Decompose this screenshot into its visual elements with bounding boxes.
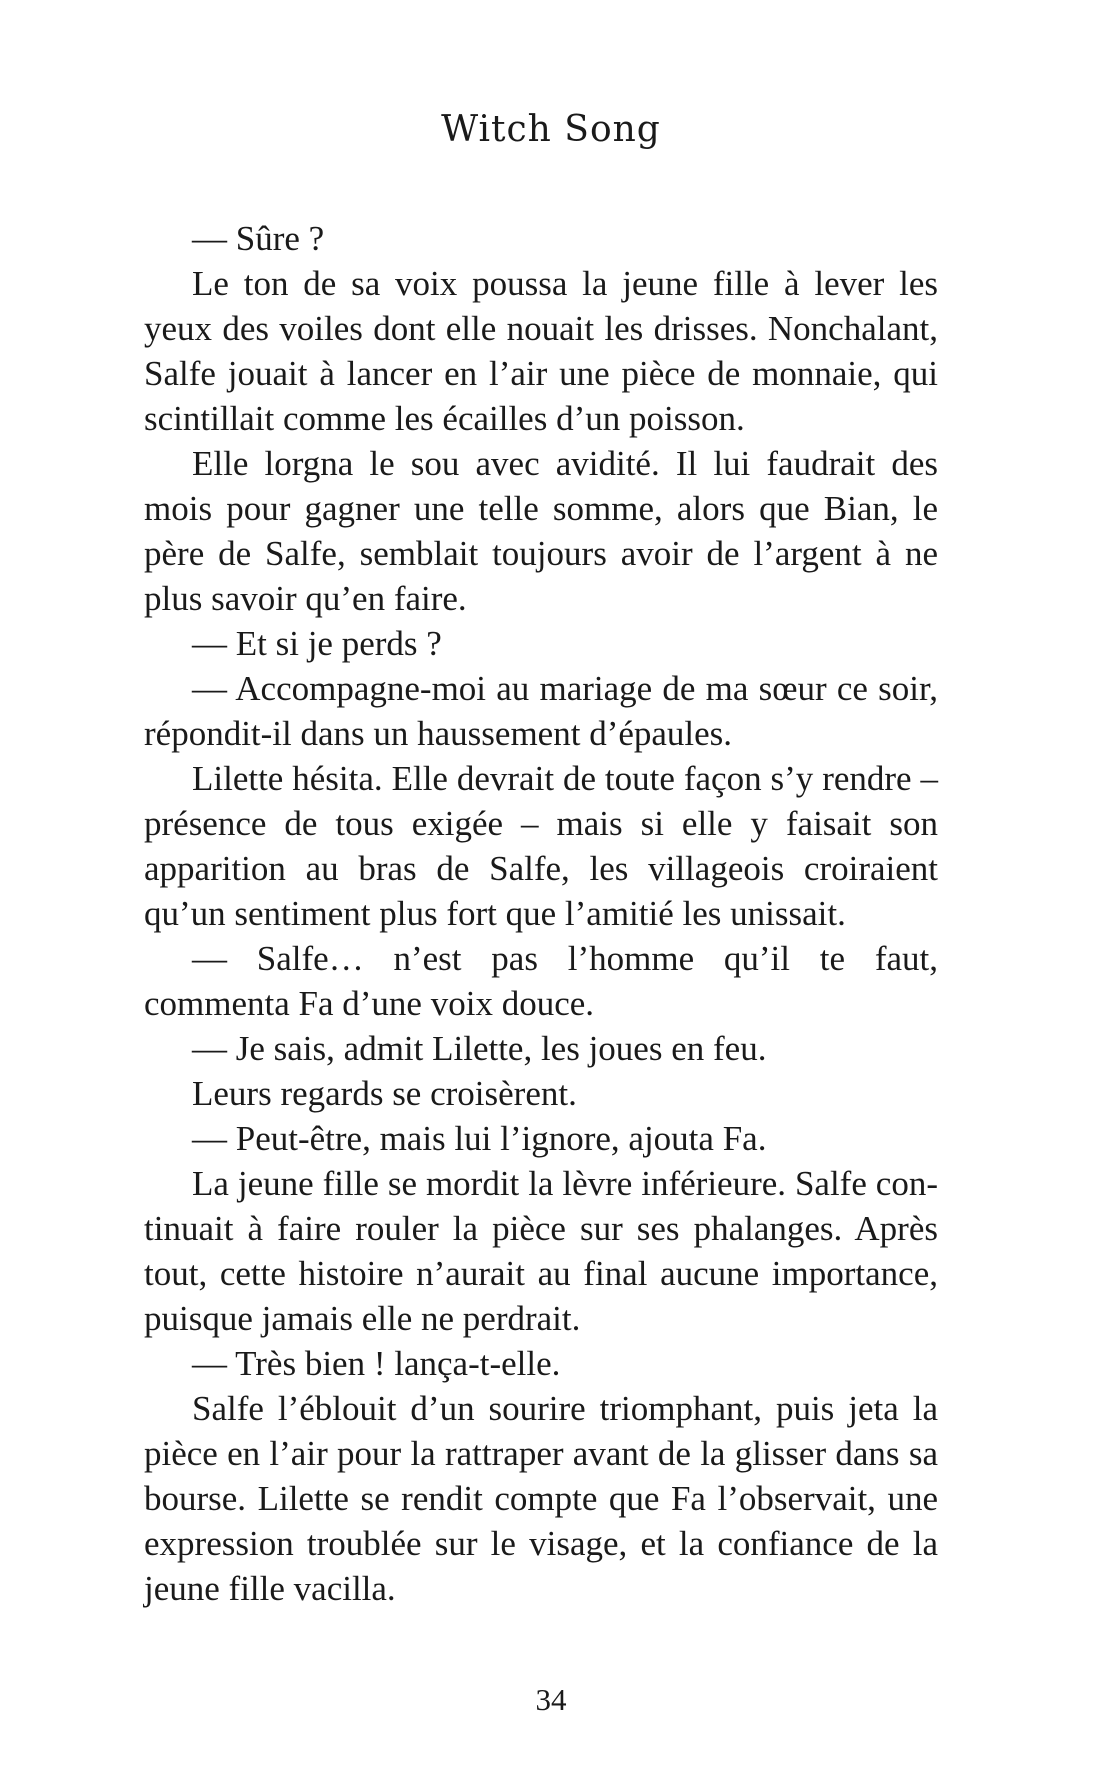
running-title: Witch Song (441, 109, 661, 150)
paragraph: Salfe l’éblouit d’un sourire triomphant, puis jeta la pièce en l’air pour la rattraper avant de la glisser dans sa bourse. Lilette se rendit compte que Fa l’observait, une expression troublée sur le visage, et la confiance de la jeune fille vacilla. (144, 1389, 938, 1608)
paragraph: — Je sais, admit Lilette, les joues en feu. (192, 1029, 767, 1068)
paragraph: — Et si je perds ? (192, 624, 442, 663)
paragraph: — Salfe… n’est pas l’homme qu’il te faut, commenta Fa d’une voix douce. (144, 939, 938, 1023)
paragraph: — Très bien ! lança-t-elle. (192, 1344, 561, 1383)
paragraph: Elle lorgna le sou avec avidité. Il lui faudrait des mois pour gagner une telle somme, alors que Bian, le père de Salfe, semblait toujours avoir de l’argent à ne plus savoir qu’en faire. (144, 444, 938, 618)
paragraph: — Peut-être, mais lui l’ignore, ajouta Fa. (192, 1119, 767, 1158)
body-text (144, 216, 938, 1611)
paragraph: Lilette hésita. Elle devrait de toute façon s’y rendre – présence de tous exigée – mais si elle y faisait son apparition au bras de Salfe, les villageois croiraient qu’un sentiment plus fort que l’amitié les unissait. (144, 759, 938, 933)
paragraph: Le ton de sa voix poussa la jeune fille à lever les yeux des voiles dont elle nouait les drisses. Nonchalant, Salfe jouait à lancer en l’air une pièce de monnaie, qui scintillait comme les écailles d’un poisson. (144, 264, 938, 438)
page-number: 34 (535, 1682, 567, 1717)
paragraph: Leurs regards se croisèrent. (192, 1074, 577, 1113)
paragraph: — Accompagne-moi au mariage de ma sœur ce soir, répondit-il dans un haussement d’épaules. (144, 669, 938, 753)
paragraph: — Sûre ? (192, 219, 325, 258)
paragraph: La jeune fille se mordit la lèvre inférieure. Salfe continuait à faire rouler la pièce sur ses phalanges. Après tout, cette histoire n’aurait au final aucune importance, puisque jamais elle ne perdrait. (144, 1164, 938, 1338)
